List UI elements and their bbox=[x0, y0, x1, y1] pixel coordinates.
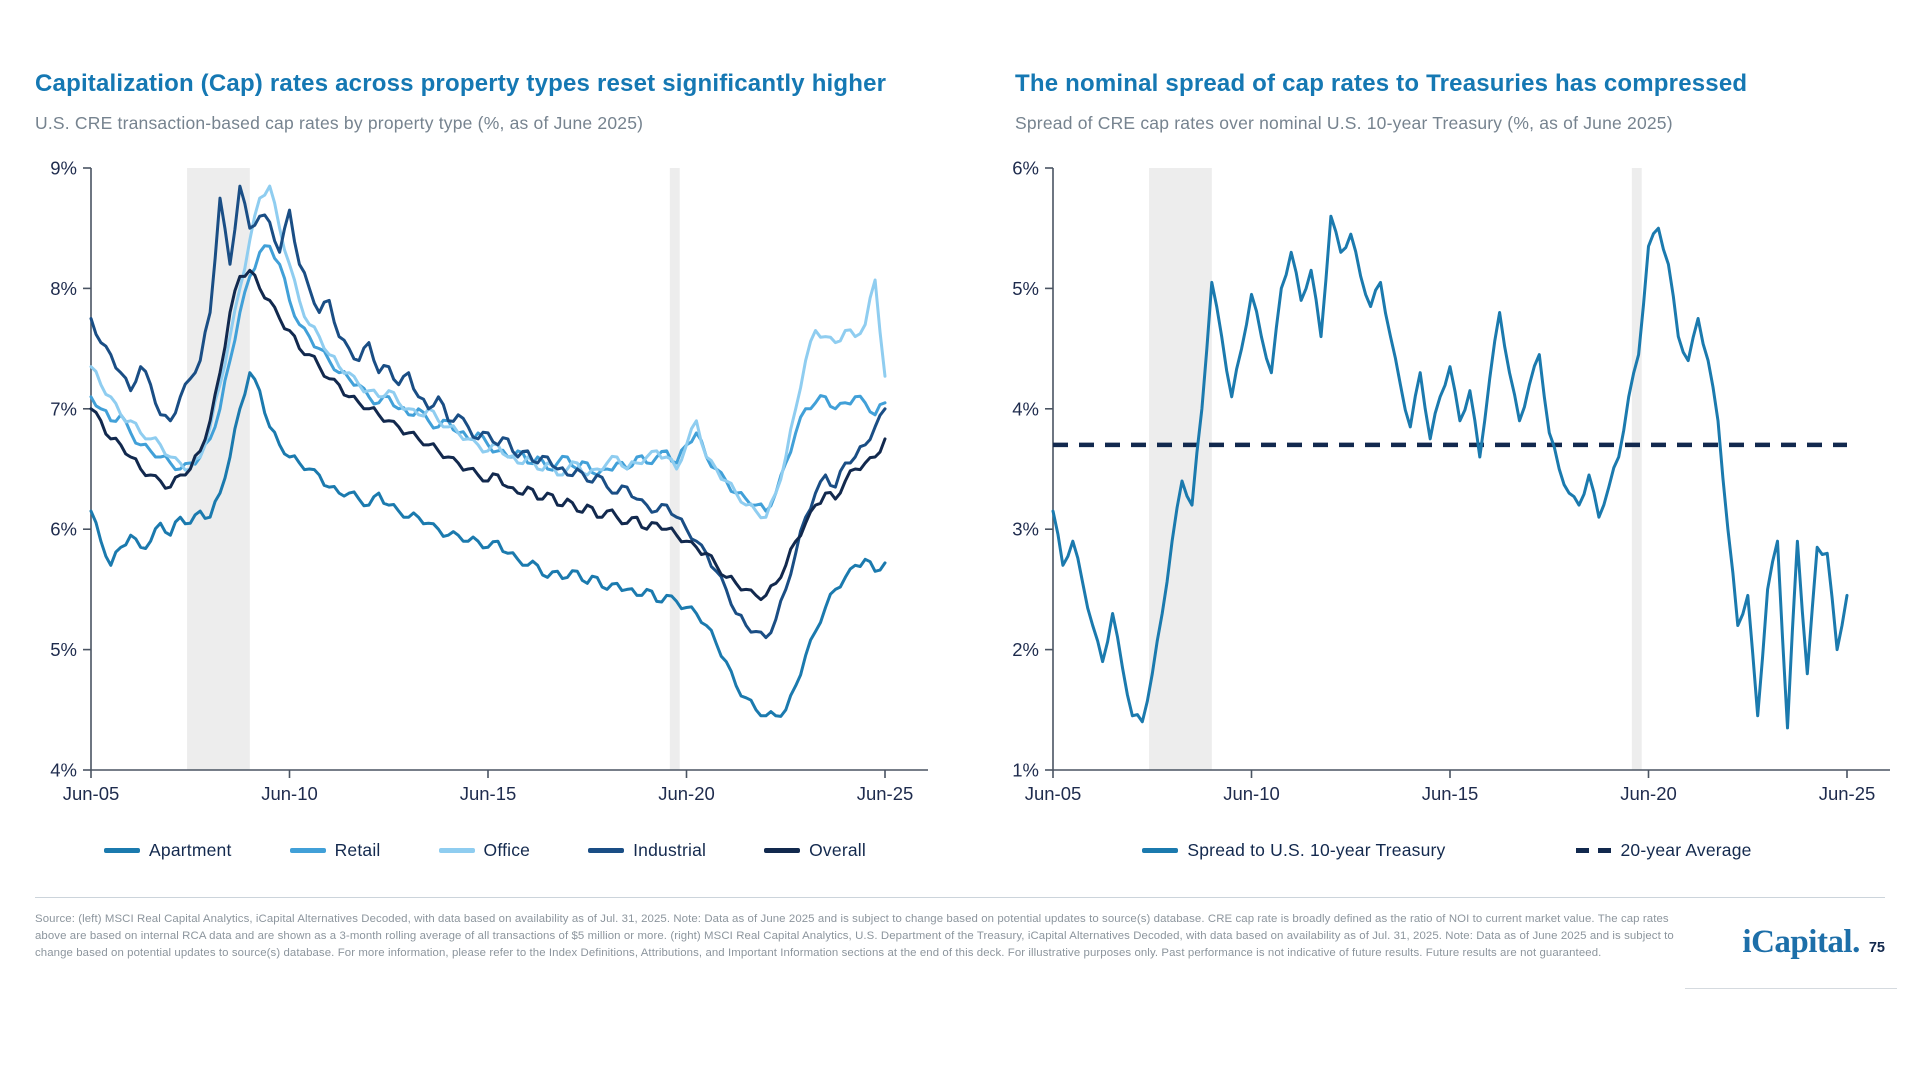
legend-item-apartment bbox=[104, 840, 232, 861]
x-tick-label: Jun-10 bbox=[261, 783, 318, 804]
line-swatch-spread-to-u-s-10-year-treasury bbox=[1142, 848, 1178, 853]
x-tick-label: Jun-10 bbox=[1223, 783, 1280, 804]
logo-block bbox=[1700, 924, 1885, 961]
x-tick-label: Jun-05 bbox=[62, 783, 120, 804]
recession-band bbox=[1632, 168, 1642, 770]
legend-label-overall: Overall bbox=[809, 840, 866, 860]
y-tick-label: 3% bbox=[1012, 518, 1039, 540]
legend-item-spread-to-u-s-10-year-treasury bbox=[1142, 840, 1445, 861]
x-tick-label: Jun-20 bbox=[658, 783, 715, 804]
x-tick-label: Jun-25 bbox=[1818, 783, 1876, 804]
x-tick-label: Jun-15 bbox=[459, 783, 517, 804]
legend-label-office: Office bbox=[483, 840, 531, 860]
y-tick-label: 4% bbox=[1012, 398, 1039, 420]
y-tick-label: 9% bbox=[50, 157, 77, 179]
left-chart-title: Capitalization (Cap) rates across property types reset significantly higher bbox=[35, 70, 887, 97]
legend-label-retail: Retail bbox=[334, 840, 381, 860]
line-swatch-office bbox=[439, 848, 475, 853]
icapital-logo: iCapital. bbox=[1742, 924, 1860, 960]
line-swatch-retail bbox=[290, 848, 326, 853]
recession-band bbox=[187, 168, 250, 770]
legend-item-industrial bbox=[588, 840, 706, 861]
y-tick-label: 4% bbox=[50, 759, 77, 781]
legend-label-industrial: Industrial bbox=[633, 840, 707, 860]
spread-to-treasury-chart bbox=[997, 158, 1897, 834]
left-chart-legend bbox=[35, 840, 935, 861]
logo-underline bbox=[1685, 988, 1897, 989]
legend-item-retail bbox=[290, 840, 381, 861]
recession-band bbox=[1149, 168, 1212, 770]
y-tick-label: 2% bbox=[1012, 639, 1039, 661]
x-tick-label: Jun-15 bbox=[1421, 783, 1479, 804]
line-swatch-industrial bbox=[588, 848, 624, 853]
legend-item-20-year-average bbox=[1576, 840, 1752, 861]
legend-label-20-year-average: 20-year Average bbox=[1620, 840, 1752, 860]
legend-item-office bbox=[439, 840, 531, 861]
right-chart-legend bbox=[997, 840, 1897, 861]
y-tick-label: 1% bbox=[1012, 759, 1039, 781]
dashed-line-swatch-20-year-average bbox=[1576, 848, 1612, 853]
y-tick-label: 6% bbox=[1012, 157, 1039, 179]
x-tick-label: Jun-20 bbox=[1620, 783, 1677, 804]
x-tick-label: Jun-05 bbox=[1024, 783, 1082, 804]
line-swatch-apartment bbox=[104, 848, 140, 853]
legend-item-overall bbox=[764, 840, 866, 861]
right-chart-subtitle: Spread of CRE cap rates over nominal U.S. 10-year Treasury (%, as of June 2025) bbox=[1015, 113, 1673, 133]
left-chart-subtitle: U.S. CRE transaction-based cap rates by property type (%, as of June 2025) bbox=[35, 113, 644, 133]
y-tick-label: 6% bbox=[50, 518, 77, 540]
legend-label-spread-to-u-s-10-year-treasury: Spread to U.S. 10-year Treasury bbox=[1187, 840, 1446, 860]
y-tick-label: 5% bbox=[50, 639, 77, 661]
footer-source-text: Source: (left) MSCI Real Capital Analytics, iCapital Alternatives Decoded, with data based on availability as of Jul. 31, 2025. Note: Data as of June 2025 and is subject to change based on potential updates to source(s) database. CRE cap rate is broadly defined as the ratio of NOI to current market value. The cap rates above are based on internal RCA data and are shown as a 3-month rolling average of all transactions of $5 million or more. (right) MSCI Real Capital Analytics, U.S. Department of the Treasury, iCapital Alternatives Decoded, with data based on availability as of Jul. 31, 2025. Note: Data as of June 2025 and is subject to change based on potential updates to source(s) database. For more information, please refer to the Index Definitions, Attributions, and Important Information sections at the end of this deck. For illustrative purposes only. Past performance is not indicative of future results. Future results are not guaranteed. bbox=[35, 913, 1674, 960]
page-number: 75 bbox=[1868, 940, 1885, 956]
right-chart-title: The nominal spread of cap rates to Treasuries has compressed bbox=[1015, 70, 1748, 97]
y-tick-label: 8% bbox=[50, 277, 77, 299]
y-tick-label: 7% bbox=[50, 398, 77, 420]
y-tick-label: 5% bbox=[1012, 277, 1039, 299]
footer-divider bbox=[35, 897, 1885, 898]
line-swatch-overall bbox=[764, 848, 800, 853]
x-tick-label: Jun-25 bbox=[856, 783, 914, 804]
legend-label-apartment: Apartment bbox=[149, 840, 232, 860]
cap-rates-by-property-type-chart bbox=[35, 158, 935, 834]
